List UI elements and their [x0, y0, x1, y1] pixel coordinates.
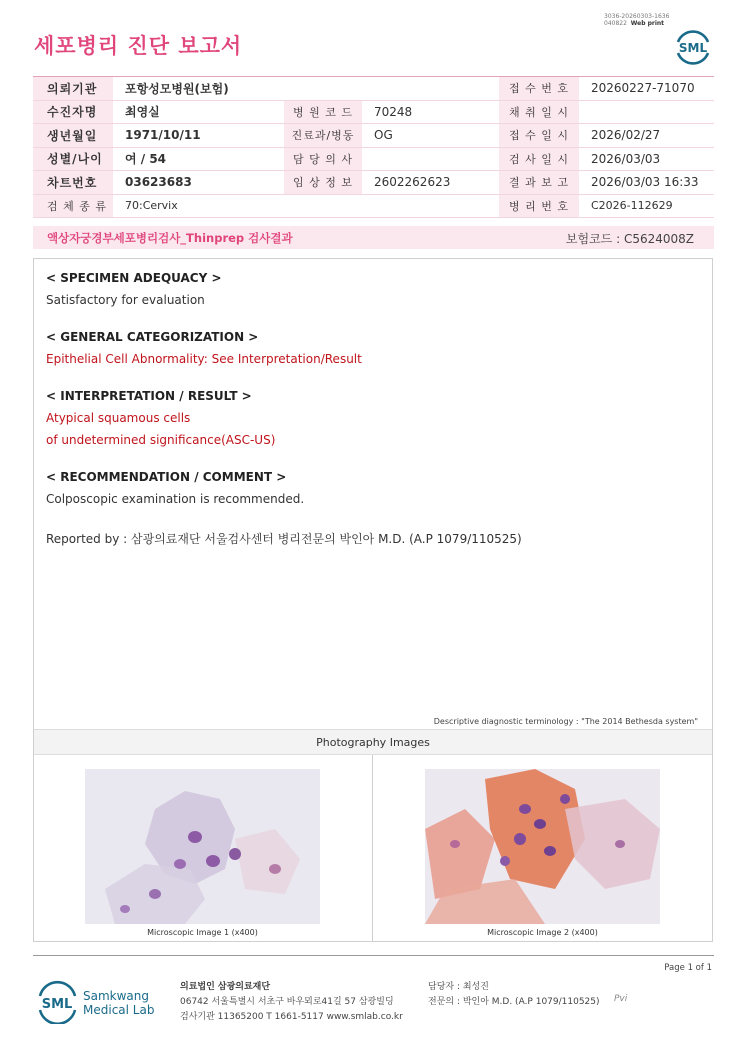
insurance-code: 보험코드 : C5624008Z — [565, 232, 694, 246]
chart-value: 03623683 — [113, 171, 284, 195]
svg-text:SML: SML — [678, 41, 708, 55]
adequacy-heading: < SPECIMEN ADEQUACY > — [46, 271, 222, 285]
requester-label: 의뢰기관 — [33, 77, 113, 101]
page-title: 세포병리 진단 보고서 — [34, 34, 243, 58]
sex-age-value: 여 / 54 — [113, 147, 284, 171]
photo-divider — [372, 755, 373, 941]
exam-name: 액상자궁경부세포병리검사_Thinprep 검사결과 — [47, 231, 293, 245]
footer-staff — [428, 980, 600, 1010]
category-text: Epithelial Cell Abnormality: See Interpretation/Result — [46, 352, 362, 366]
microscopic-image-2-graphic — [425, 769, 660, 924]
document-code-number: 040822 — [604, 20, 627, 27]
image-1-caption: Microscopic Image 1 (x400) — [147, 928, 258, 937]
sex-age-label: 성별/나이 — [33, 147, 113, 171]
exam-header-bar — [33, 226, 714, 249]
svg-text:SML: SML — [41, 997, 73, 1012]
report-date-value: 2026/03/03 16:33 — [579, 171, 714, 195]
specimen-value: 70:Cervix — [113, 194, 499, 218]
requester-value: 포항성모병원(보험) — [113, 77, 499, 101]
doctor-value — [362, 147, 499, 171]
clinical-value: 2602262623 — [362, 171, 499, 195]
test-date-value: 2026/03/03 — [579, 147, 714, 171]
interpretation-line1: Atypical squamous cells — [46, 411, 191, 425]
microscopic-image-1-graphic — [85, 769, 320, 924]
report-date-label: 결 과 보 고 — [499, 171, 579, 195]
path-no-label: 병 리 번 호 — [499, 194, 579, 218]
recommendation-text: Colposcopic examination is recommended. — [46, 492, 305, 506]
reported-by: Reported by : 삼광의료재단 서울검사센터 병리전문의 박인아 M.D. (A.P 1079/110525) — [46, 532, 522, 546]
dob-label: 생년월일 — [33, 124, 113, 148]
recommendation-heading: < RECOMMENDATION / COMMENT > — [46, 470, 287, 484]
footer-contact: 검사기관 11365200 T 1661-5117 www.smlab.co.kr — [180, 1012, 403, 1022]
footer-divider — [33, 955, 714, 956]
interpretation-heading: < INTERPRETATION / RESULT > — [46, 389, 252, 403]
samkwang-logo-icon — [37, 980, 187, 1024]
patient-value: 최영실 — [113, 100, 284, 124]
page-number: Page 1 of 1 — [664, 963, 712, 973]
footer-address-line: 06742 서울특별시 서초구 바우뫼로41길 57 삼광빌딩 — [180, 997, 394, 1007]
dept-label: 진료과/병동 — [284, 124, 362, 148]
patient-info-table — [33, 76, 714, 218]
staff-specialist: 전문의 : 박인아 M.D. (A.P 1079/110525) — [428, 997, 600, 1007]
svg-text:Samkwang: Samkwang — [83, 989, 149, 1003]
microscopic-image-1 — [85, 769, 320, 924]
receipt-date-value: 2026/02/27 — [579, 124, 714, 148]
receipt-date-label: 접 수 일 시 — [499, 124, 579, 148]
document-code — [604, 13, 669, 27]
photography-header: Photography Images — [34, 729, 712, 755]
result-box — [33, 258, 713, 942]
receipt-no-label: 접 수 번 호 — [499, 77, 579, 101]
bethesda-note: Descriptive diagnostic terminology : "The 2014 Bethesda system" — [433, 717, 698, 726]
doctor-label: 담 당 의 사 — [284, 147, 362, 171]
test-date-label: 검 사 일 시 — [499, 147, 579, 171]
image-2-caption: Microscopic Image 2 (x400) — [487, 928, 598, 937]
hospital-code-value: 70248 — [362, 100, 499, 124]
document-code-line1: 3036-20260303-1636 — [604, 13, 670, 20]
dob-value: 1971/10/11 — [113, 124, 284, 148]
svg-text:Medical Lab: Medical Lab — [83, 1003, 155, 1017]
interpretation-line2: of undetermined significance(ASC-US) — [46, 433, 276, 447]
web-print-label: Web print — [630, 20, 665, 27]
chart-label: 차트번호 — [33, 171, 113, 195]
adequacy-text: Satisfactory for evaluation — [46, 293, 205, 307]
signature: Pvi — [614, 994, 628, 1004]
collect-date-label: 채 취 일 시 — [499, 100, 579, 124]
collect-date-value — [579, 100, 714, 124]
footer-address — [180, 980, 403, 1025]
clinical-label: 임 상 정 보 — [284, 171, 362, 195]
dept-value: OG — [362, 124, 499, 148]
staff-in-charge: 담당자 : 최성진 — [428, 982, 489, 992]
receipt-no-value: 20260227-71070 — [579, 77, 714, 101]
patient-label: 수진자명 — [33, 100, 113, 124]
sml-logo-icon — [672, 26, 714, 66]
microscopic-image-2 — [425, 769, 660, 924]
category-heading: < GENERAL CATEGORIZATION > — [46, 330, 259, 344]
specimen-label: 검 체 종 류 — [33, 194, 113, 218]
hospital-code-label: 병 원 코 드 — [284, 100, 362, 124]
path-no-value: C2026-112629 — [579, 194, 714, 218]
footer-org: 의료법인 삼광의료재단 — [180, 982, 271, 992]
